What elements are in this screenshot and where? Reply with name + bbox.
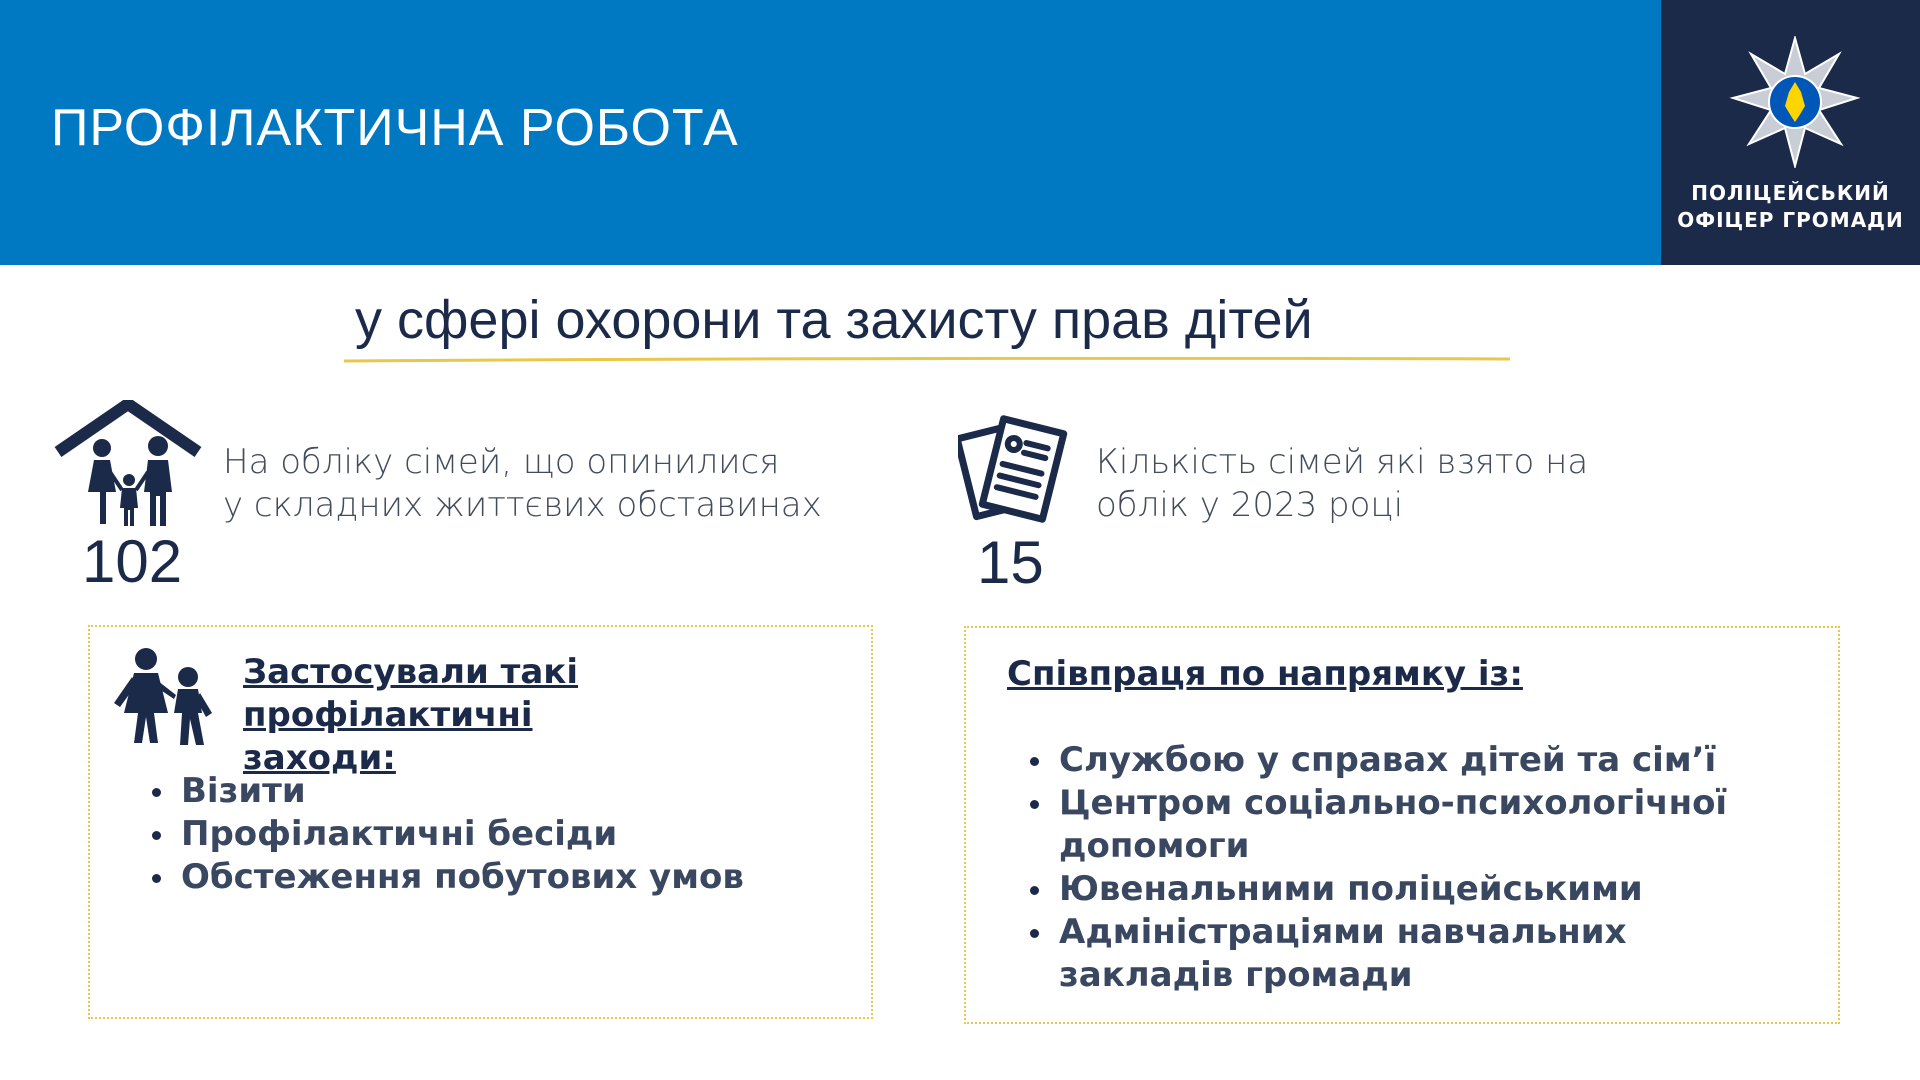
children-icon [108,647,216,750]
list-item [1027,739,1727,782]
documents-icon [958,413,1068,531]
stat-families-label-line1: На обліку сімей, що опинилися [223,442,780,482]
measures-heading [243,651,578,780]
list-item-line1: Службою у справах дітей та сім’ї [1059,740,1717,780]
list-item-line1: Ювенальними поліцейськими [1059,869,1643,909]
list-item [1027,782,1727,868]
stat-new-families-label-line2: облік у 2023 році [1096,485,1404,525]
stat-new-families-value: 15 [977,529,1044,596]
cooperation-list [1027,739,1727,997]
stat-families-label [223,441,822,527]
list-item: Візити [149,770,744,813]
subtitle-underline [344,357,1510,363]
measures-list [149,770,744,899]
stat-new-families-label-line1: Кількість сімей які взято на [1096,442,1589,482]
logo-caption-line1: ПОЛІЦЕЙСЬКИЙ [1691,181,1890,205]
list-item-line2: закладів громади [1059,955,1413,995]
list-item-line1: Центром соціально-психологічної [1059,783,1728,823]
list-item-line1: Адміністраціями навчальних [1059,912,1627,952]
logo-caption-line2: ОФІЦЕР ГРОМАДИ [1677,208,1904,232]
list-item: Обстеження побутових умов [149,856,744,899]
police-logo-panel [1661,0,1920,265]
stat-families-label-line2: у складних життєвих обставинах [223,485,822,525]
measures-heading-line3: заходи: [243,738,396,778]
list-item-line2: допомоги [1059,826,1250,866]
stat-families-value: 102 [82,528,183,595]
list-item: Профілактичні бесіди [149,813,744,856]
measures-heading-line1: Застосували такі [243,652,579,692]
page-title: ПРОФІЛАКТИЧНА РОБОТА [51,99,739,157]
header-bar [0,0,1661,265]
list-item [1027,911,1727,997]
list-item [1027,868,1727,911]
stat-new-families-label [1096,441,1588,527]
logo-caption [1661,180,1920,234]
section-subtitle: у сфері охорони та захисту прав дітей [355,290,1313,350]
family-house-icon [54,400,202,530]
measures-heading-line2: профілактичні [243,695,533,735]
police-star-icon [1729,36,1861,168]
cooperation-heading: Співпраця по напрямку із: [1007,654,1523,694]
